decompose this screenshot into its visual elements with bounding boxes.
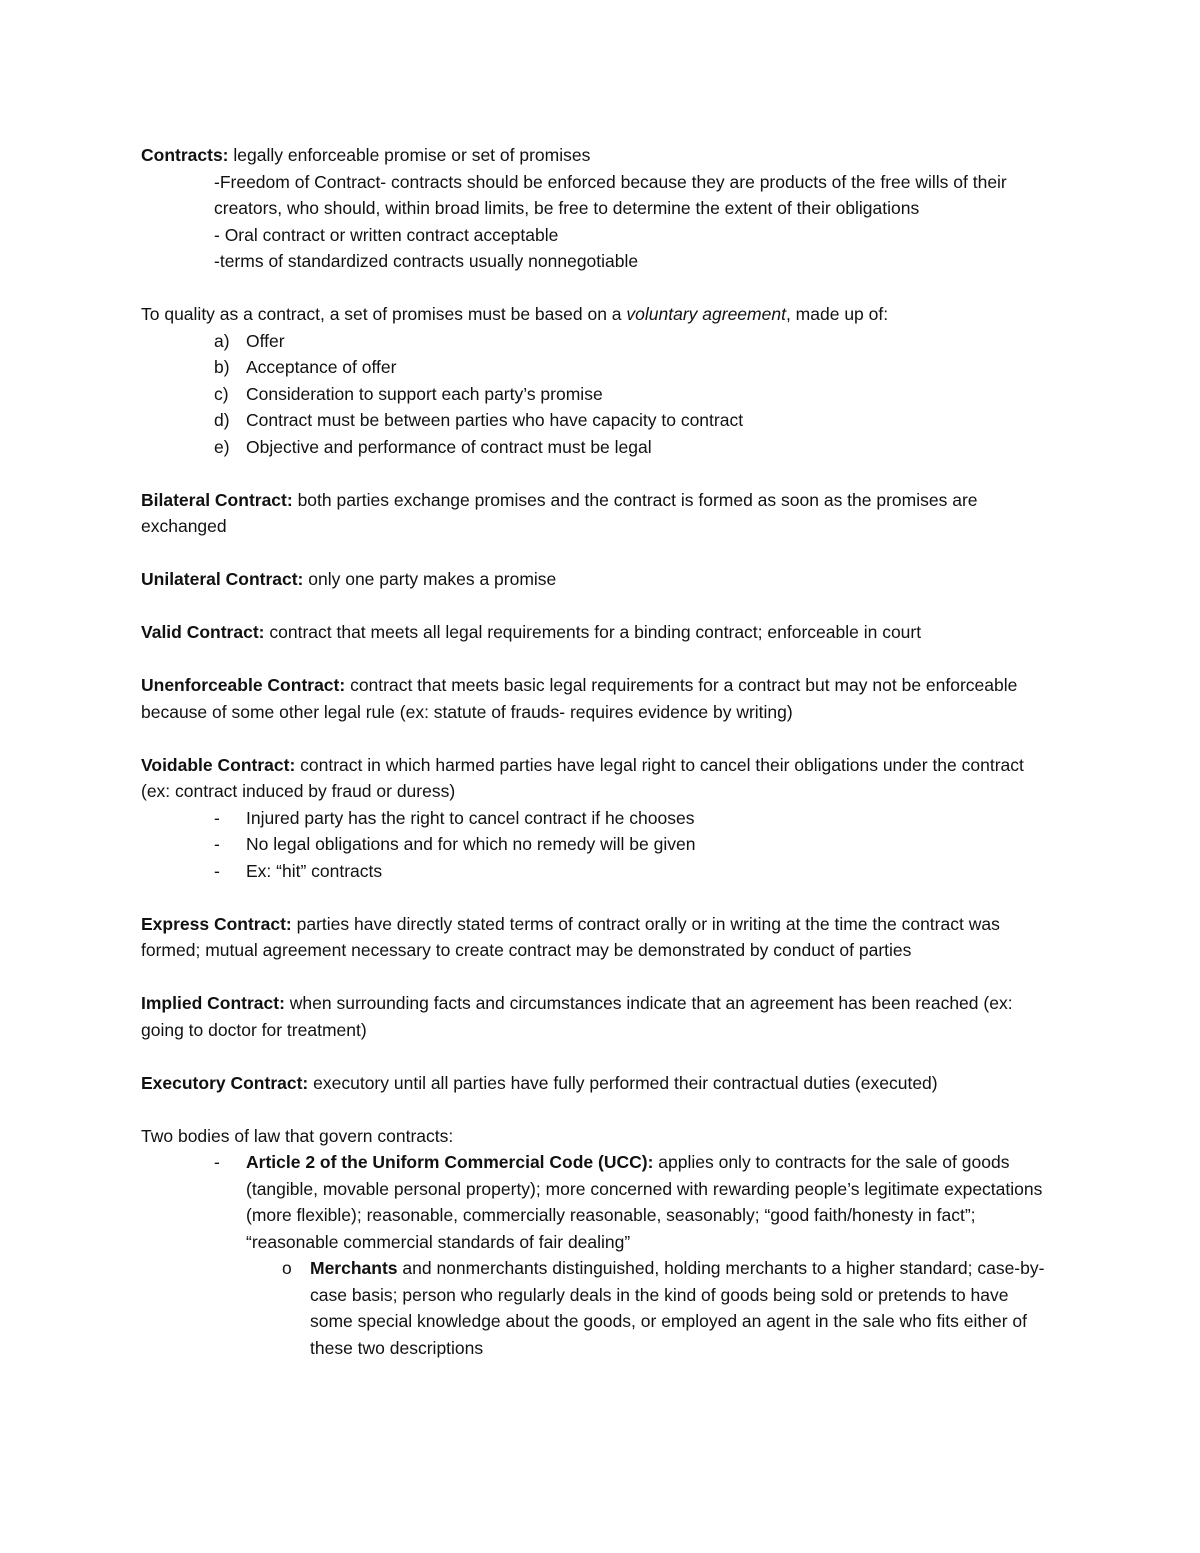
express-definition (141, 911, 1056, 964)
list-item (141, 354, 1056, 381)
unenforceable-definition (141, 672, 1056, 725)
list-text: Injured party has the right to cancel contract if he chooses (246, 807, 695, 828)
term-unenforceable: Unenforceable Contract: (141, 675, 346, 695)
list-item (141, 328, 1056, 355)
list-item (141, 805, 1056, 832)
executory-def: executory until all parties have fully performed their contractual duties (executed) (308, 1072, 938, 1093)
bilateral-def: both parties exchange promises and the contract is formed as soon as the promises are exchanged (141, 489, 978, 536)
voidable-def: contract in which harmed parties have legal right to cancel their obligations under the contract (ex: contract induced by fraud or duress) (141, 754, 1024, 801)
list-item (141, 1149, 1056, 1255)
list-text: Contract must be between parties who have capacity to contract (246, 410, 744, 430)
qualify-before: To quality as a contract, a set of promises must be based on a (141, 304, 627, 324)
merchants-text (310, 1255, 1056, 1361)
bodies-intro: Two bodies of law that govern contracts: (141, 1125, 454, 1146)
list-item (141, 381, 1056, 408)
implied-definition (141, 990, 1056, 1043)
list-text: Offer (246, 330, 285, 351)
list-text: Objective and performance of contract must be legal (246, 436, 652, 457)
list-marker: a) (214, 330, 230, 351)
list-text: Consideration to support each party’s promise (246, 383, 603, 404)
term-bilateral: Bilateral Contract: (141, 489, 293, 510)
list-item (141, 407, 1056, 434)
contracts-definition (141, 142, 1056, 169)
ucc-text (246, 1149, 1056, 1255)
unenforceable-def: contract that meets basic legal requirements for a contract but may not be enforceable because of some other legal rule (ex: statute of frauds- requires evidence by writing) (141, 675, 1018, 722)
term-ucc: Article 2 of the Uniform Commercial Code (UCC): (246, 1152, 654, 1172)
term-implied: Implied Contract: (141, 993, 285, 1013)
implied-def: when surrounding facts and circumstances indicate that an agreement has been reached (ex: going to doctor for treatment) (141, 993, 1013, 1040)
qualify-after: , made up of: (785, 304, 889, 324)
list-text: Ex: “hit” contracts (246, 860, 383, 881)
list-text: No legal obligations and for which no remedy will be given (246, 834, 696, 854)
standardized-terms-line: -terms of standardized contracts usually nonnegotiable (214, 251, 639, 271)
unilateral-def: only one party makes a promise (303, 569, 557, 589)
term-express: Express Contract: (141, 913, 292, 934)
contracts-def: legally enforceable promise or set of promises (228, 145, 591, 165)
express-def: parties have directly stated terms of contract orally or in writing at the time the contract was formed; mutual agreement necessary to create contract may be demonstrated by conduct of parties (141, 913, 1000, 960)
term-contracts: Contracts: (141, 145, 229, 165)
term-voidable: Voidable Contract: (141, 754, 296, 775)
list-item (141, 831, 1056, 858)
list-marker: e) (214, 436, 230, 457)
list-item (141, 1255, 1056, 1361)
term-merchants: Merchants (310, 1258, 398, 1278)
term-executory: Executory Contract: (141, 1072, 309, 1093)
freedom-of-contract-line: -Freedom of Contract- contracts should be enforced because they are products of the free wills of their creators, who should, within broad limits, be free to determine the extent of their obligations (214, 171, 1007, 218)
voidable-definition (141, 752, 1056, 805)
term-unilateral: Unilateral Contract: (141, 569, 304, 589)
list-marker: b) (214, 357, 230, 377)
qualify-intro (141, 301, 1056, 328)
list-item (141, 858, 1056, 885)
merchants-def: and nonmerchants distinguished, holding merchants to a higher standard; case-by-case basis; person who regularly deals in the kind of goods being sold or pretends to have some special knowledge about the goods, or employed an agent in the sale who fits either of these two descriptions (310, 1258, 1045, 1358)
bullet-marker: - (214, 807, 220, 828)
bullet-marker: - (214, 834, 220, 854)
unilateral-definition (141, 566, 1056, 593)
bullet-marker: - (214, 1152, 220, 1172)
term-valid: Valid Contract: (141, 622, 265, 642)
oral-written-line: - Oral contract or written contract acceptable (214, 224, 559, 245)
valid-def: contract that meets all legal requirements for a binding contract; enforceable in court (264, 622, 922, 642)
list-text: Acceptance of offer (246, 357, 397, 377)
ucc-def: applies only to contracts for the sale of goods (tangible, movable personal property); more concerned with rewarding people’s legitimate expectations (more flexible); reasonable, commercially reasonable, seasonably; “good faith/honesty in fact”; “reasonable commercial standards of fair dealing” (246, 1152, 1043, 1252)
list-marker: c) (214, 383, 229, 404)
bullet-marker: - (214, 860, 220, 881)
bilateral-definition (141, 487, 1056, 540)
document-page (141, 142, 1056, 1361)
sub-bullet-marker: o (282, 1258, 292, 1278)
list-marker: d) (214, 410, 230, 430)
valid-definition (141, 619, 1056, 646)
list-item (141, 434, 1056, 461)
qualify-italic: voluntary agreement (626, 304, 786, 324)
executory-definition (141, 1070, 1056, 1097)
